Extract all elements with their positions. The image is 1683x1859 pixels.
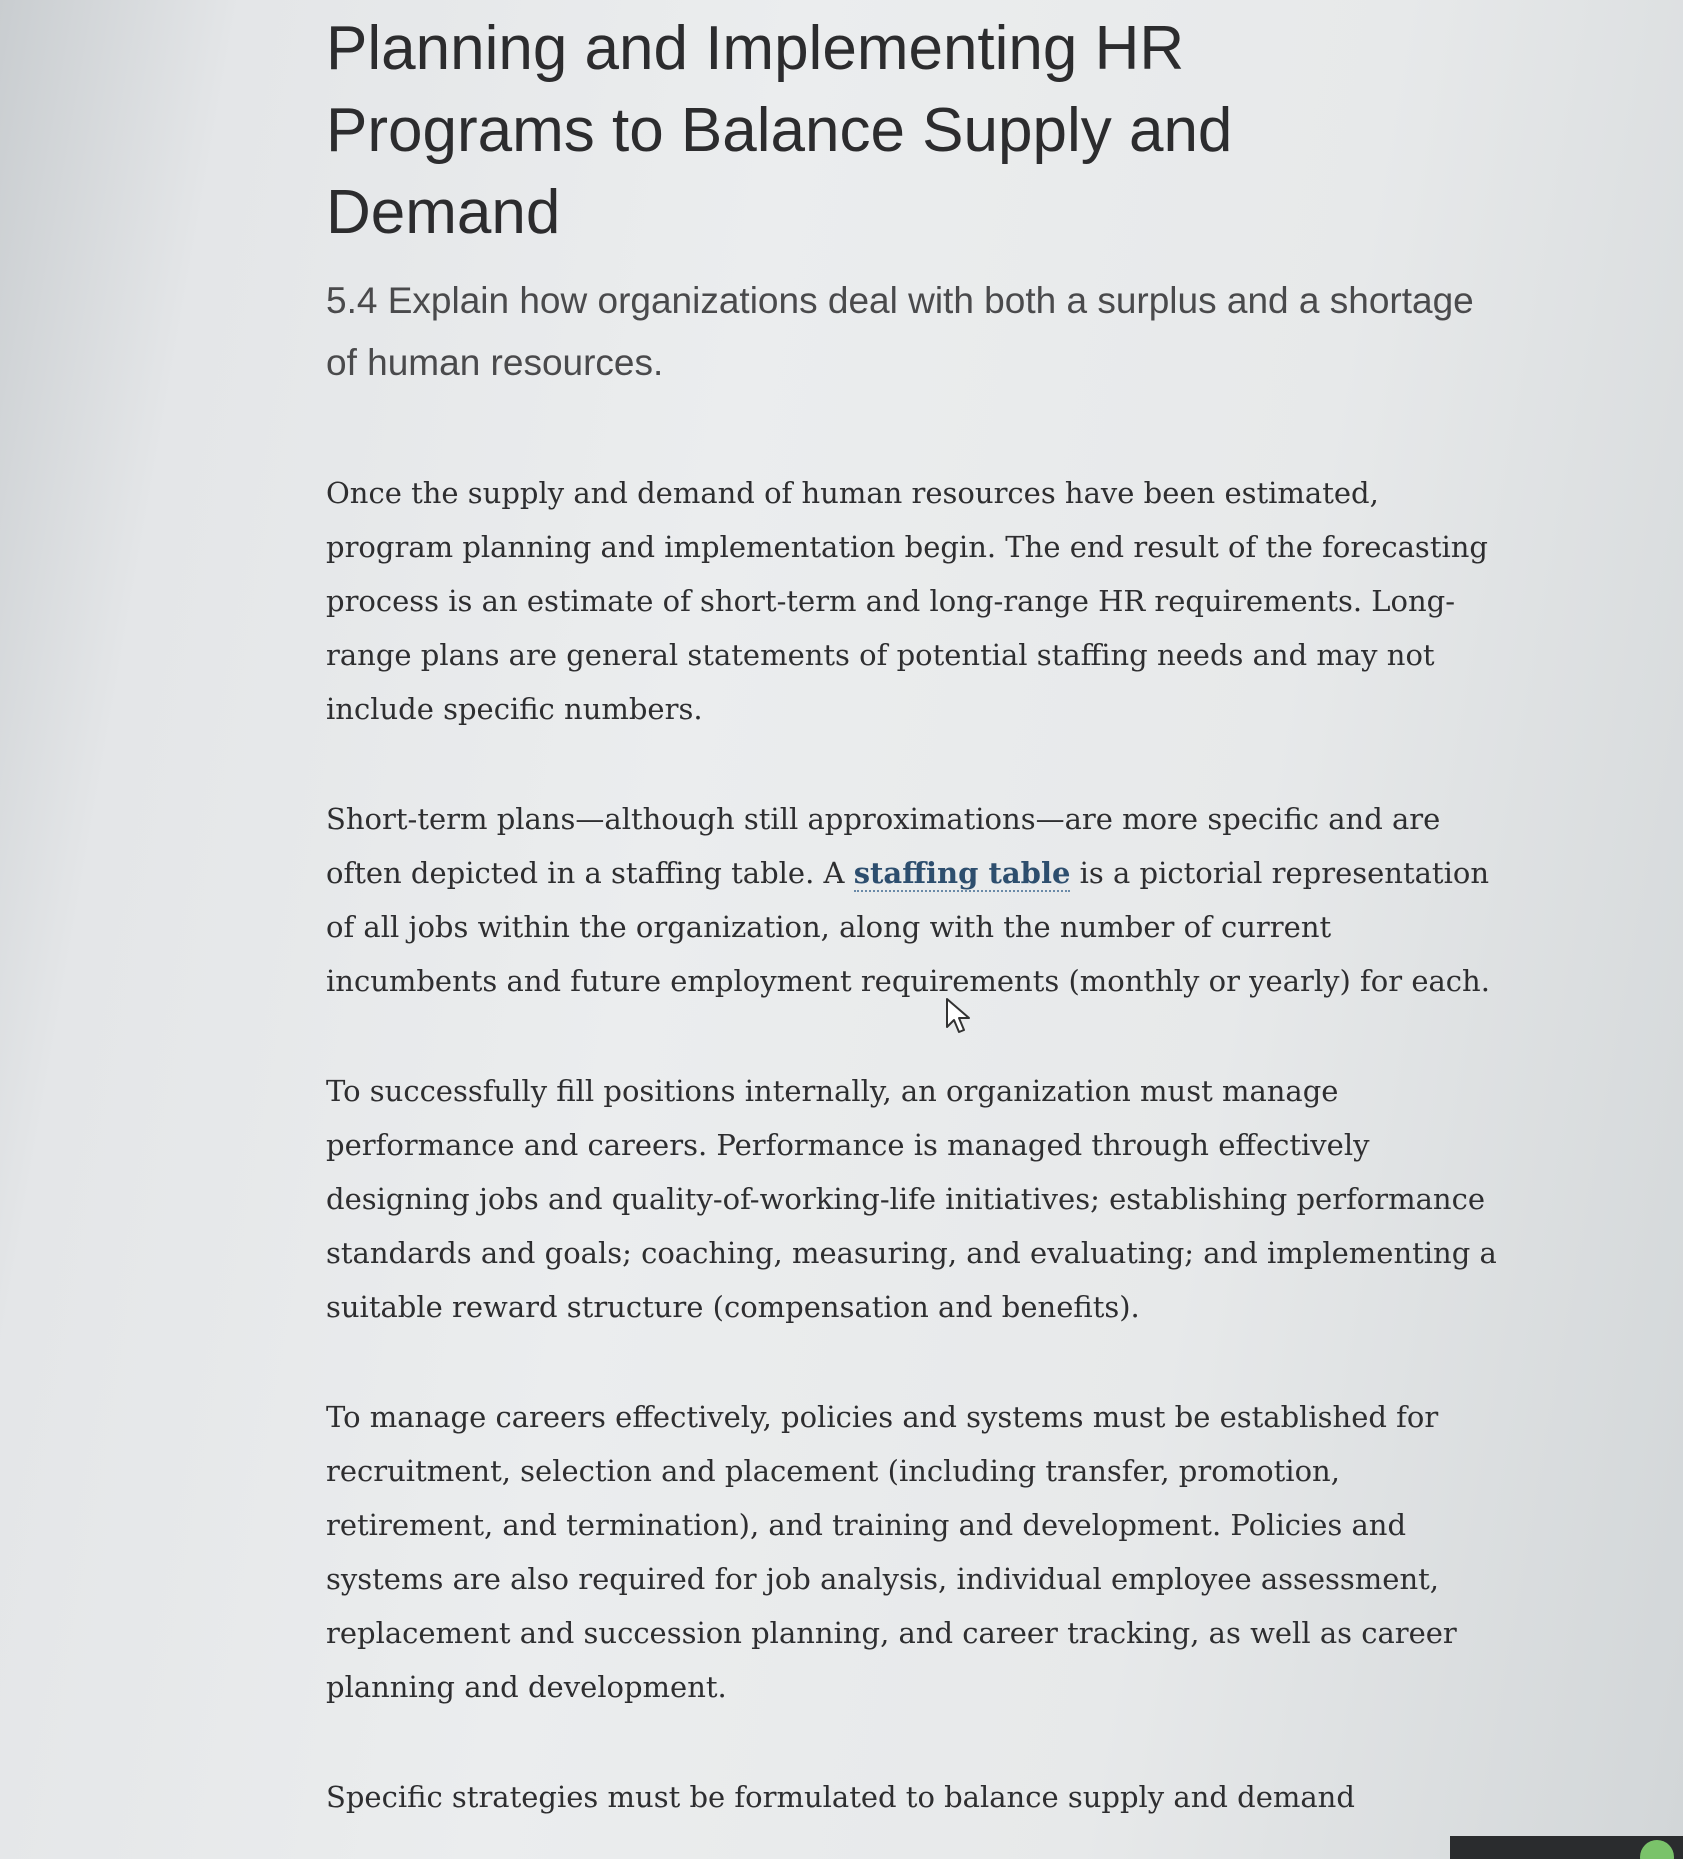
- paragraph-supply-demand: Once the supply and demand of human resources have been estimated, program planning and implementation begin. The end result of the forecasting process is an estimate of short-term and long-range HR requirements. Long-range plans are general statements of potential staffing needs and may not include specific numbers.: [326, 476, 1488, 726]
- paragraph-careers: To manage careers effectively, policies and systems must be established for recruitment, selection and placement (including transfer, promotion, retirement, and termination), and training and development. Policies and systems are also required for job analysis, individual employee assessment, replacement and succession planning, and career tracking, as well as career planning and development.: [326, 1400, 1457, 1704]
- paragraph-short-term-plans: [326, 792, 1506, 1008]
- mouse-pointer-icon: [944, 997, 974, 1037]
- paragraph-text: is a pictorial representation of all jobs within the organization, along with the number of current incumbents and future employment requirements (monthly or yearly) for each.: [326, 856, 1490, 998]
- section-title: Planning and Implementing HR Programs to Balance Supply and Demand: [326, 14, 1233, 247]
- paragraph-text: Short-term plans—although still approximations—are more specific and are often depicted in a staffing table. A: [326, 802, 1441, 890]
- staffing-table-term-link[interactable]: staffing table: [853, 856, 1071, 890]
- paragraph-strategies: Specific strategies must be formulated to balance supply and demand: [326, 1780, 1355, 1814]
- content-area: [326, 0, 1526, 1824]
- learning-objective: 5.4 Explain how organizations deal with both a surplus and a shortage of human resources.: [326, 280, 1474, 383]
- paragraph-performance: To successfully fill positions internally, an organization must manage performance and careers. Performance is managed through effectively designing jobs and quality-of-working-life initiatives; establishing performance standards and goals; coaching, measuring, and evaluating; and implementing a suitable reward structure (compensation and benefits).: [326, 1074, 1497, 1324]
